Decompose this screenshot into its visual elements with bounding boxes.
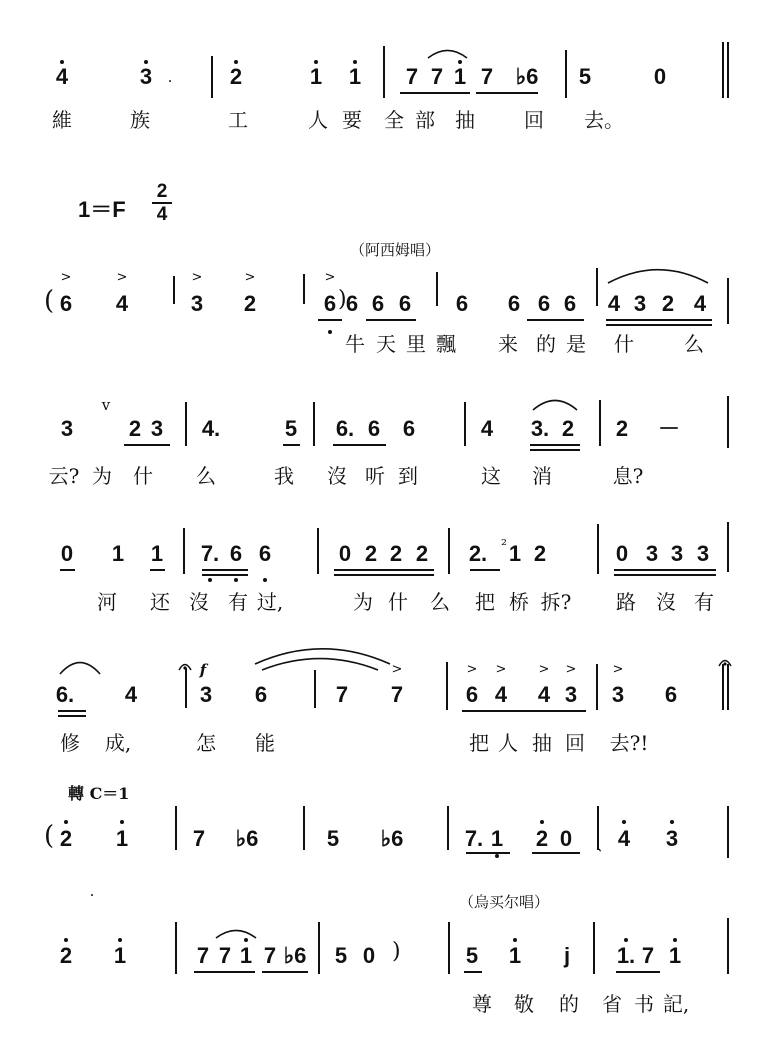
underline-beam	[262, 971, 308, 973]
jianpu-note: 2	[415, 541, 429, 566]
jianpu-note: 1	[490, 826, 504, 851]
underline-beam	[334, 574, 434, 576]
jianpu-note: 6	[537, 291, 551, 316]
lyric-syllable: 部	[415, 108, 435, 132]
bar-line	[185, 402, 187, 446]
lyric-syllable: 为	[353, 590, 373, 614]
jianpu-note: j	[563, 943, 571, 968]
accent-mark: >	[191, 270, 203, 285]
octave-dot	[208, 578, 212, 582]
key-signature: 1＝F	[78, 197, 126, 222]
jianpu-note: 6	[229, 541, 243, 566]
octave-dot	[314, 60, 318, 64]
bar-line	[722, 42, 724, 98]
jianpu-note: 3	[564, 682, 578, 707]
jianpu-note: 4	[115, 291, 129, 316]
lyric-syllable: 是	[566, 332, 586, 356]
jianpu-note: 1	[309, 64, 323, 89]
lyric-syllable: 工	[228, 108, 248, 132]
open-parenthesis: (	[44, 286, 55, 316]
jianpu-note: 0	[653, 64, 667, 89]
jianpu-note: －	[657, 416, 681, 441]
octave-dot	[234, 60, 238, 64]
jianpu-note: 2	[389, 541, 403, 566]
jianpu-note: 6	[59, 291, 73, 316]
dot-mark: 、	[596, 836, 612, 854]
lyric-syllable: 沒	[656, 590, 676, 614]
lyric-syllable: 我	[274, 464, 294, 488]
underline-beam	[527, 319, 584, 321]
breath-mark: v	[101, 396, 111, 414]
jianpu-note: 6	[258, 541, 272, 566]
underline-beam	[470, 569, 500, 571]
dynamic-forte: f	[199, 661, 207, 679]
accent-mark: >	[612, 662, 624, 677]
jianpu-note: 4	[607, 291, 621, 316]
lyric-syllable: 修	[60, 731, 80, 755]
jianpu-note: 1.	[616, 943, 636, 968]
jianpu-note: 6.	[335, 416, 355, 441]
underline-beam	[614, 574, 716, 576]
jianpu-note: 5	[284, 416, 298, 441]
lyric-syllable: 回	[565, 731, 585, 755]
bar-line	[722, 664, 724, 710]
octave-dot	[263, 578, 267, 582]
lyric-syllable: 能	[255, 731, 275, 755]
underline-beam	[202, 574, 248, 576]
bar-line	[313, 402, 315, 446]
accent-mark: >	[324, 270, 336, 285]
underline-beam	[60, 569, 75, 571]
lyric-syllable: 的	[536, 332, 556, 356]
accent-mark: >	[244, 270, 256, 285]
jianpu-note: 7	[641, 943, 655, 968]
underline-beam	[283, 444, 300, 446]
bar-line	[303, 274, 305, 304]
jianpu-note: 0	[559, 826, 573, 851]
slur	[533, 400, 577, 412]
jianpu-note: 6	[664, 682, 678, 707]
jianpu-note: 4	[693, 291, 707, 316]
underline-beam	[532, 852, 580, 854]
lyric-syllable: 成,	[104, 731, 132, 755]
lyric-syllable: 敬	[514, 992, 534, 1016]
close-parenthesis: )	[392, 939, 401, 964]
jianpu-note: ♭6	[235, 826, 259, 851]
lyric-syllable: 什	[133, 464, 153, 488]
octave-dot	[118, 938, 122, 942]
jianpu-note: 1	[111, 541, 125, 566]
jianpu-note: 6	[455, 291, 469, 316]
accent-mark: >	[391, 662, 403, 677]
jianpu-note: 2	[59, 826, 73, 851]
jianpu-note: 6.	[55, 682, 75, 707]
jianpu-note: 2	[128, 416, 142, 441]
jianpu-note: 2	[229, 64, 243, 89]
underline-beam	[616, 971, 660, 973]
jianpu-note: 2	[535, 826, 549, 851]
octave-dot	[328, 330, 332, 334]
accent-mark: >	[116, 270, 128, 285]
jianpu-note: 4	[480, 416, 494, 441]
bar-line	[175, 806, 177, 850]
slur	[216, 930, 256, 940]
bar-line	[175, 922, 177, 974]
slur	[60, 662, 100, 676]
slur	[608, 269, 708, 285]
underline-beam	[194, 971, 255, 973]
lyric-syllable: 么	[684, 332, 704, 356]
lyric-syllable: 全	[384, 108, 404, 132]
jianpu-note: 1	[348, 64, 362, 89]
bar-line	[593, 922, 595, 974]
jianpu-note: 7	[192, 826, 206, 851]
jianpu-note: 7	[390, 682, 404, 707]
octave-dot	[673, 938, 677, 942]
underline-beam	[334, 569, 434, 571]
lyric-syllable: 沒	[189, 590, 209, 614]
underline-beam	[464, 971, 482, 973]
bar-line	[565, 50, 567, 98]
lyric-syllable: 記,	[662, 992, 690, 1016]
bar-line	[727, 918, 729, 974]
accent-mark: >	[466, 662, 478, 677]
bar-line	[317, 528, 319, 574]
lyric-syllable: 书	[634, 992, 654, 1016]
jianpu-note: 6	[323, 291, 337, 316]
lyric-syllable: 人	[498, 731, 518, 755]
lyric-syllable: 还	[150, 590, 170, 614]
underline-beam	[530, 444, 580, 446]
jianpu-note: 1	[668, 943, 682, 968]
jianpu-note: 2	[364, 541, 378, 566]
jianpu-note: 4	[494, 682, 508, 707]
jianpu-note: ♭6	[380, 826, 404, 851]
accent-mark: >	[495, 662, 507, 677]
octave-dot	[624, 938, 628, 942]
jianpu-note: 6	[402, 416, 416, 441]
jianpu-note: 2	[561, 416, 575, 441]
singer-label: （烏买尔唱）	[458, 893, 550, 911]
lyric-syllable: 这	[481, 464, 501, 488]
lyric-syllable: 消	[532, 464, 552, 488]
jianpu-note: 5	[578, 64, 592, 89]
lyric-syllable: 听	[365, 464, 385, 488]
underline-beam	[124, 444, 170, 446]
bar-line	[448, 528, 450, 574]
jianpu-note: 5	[334, 943, 348, 968]
bar-line	[446, 662, 448, 710]
singer-label: （阿西姆唱）	[349, 241, 441, 259]
jianpu-note: 1	[453, 64, 467, 89]
bar-line	[318, 922, 320, 974]
octave-dot	[60, 60, 64, 64]
jianpu-note: 7.	[464, 826, 484, 851]
bar-line	[448, 922, 450, 974]
bar-line	[447, 806, 449, 850]
lyric-syllable: 云?	[48, 464, 80, 488]
jianpu-note: 1	[239, 943, 253, 968]
jianpu-note: 3	[665, 826, 679, 851]
octave-dot	[458, 60, 462, 64]
time-signature-top: 2	[156, 181, 168, 202]
bar-line	[727, 42, 729, 98]
lyric-syllable: 里	[406, 332, 426, 356]
jianpu-note: ♭6	[515, 64, 539, 89]
underline-beam	[466, 852, 510, 854]
jianpu-note: 6	[345, 291, 359, 316]
lyric-syllable: 省	[602, 992, 622, 1016]
lyric-syllable: 的	[559, 992, 579, 1016]
underline-beam	[530, 449, 580, 451]
bar-line	[436, 272, 438, 306]
bar-line	[599, 400, 601, 446]
bar-line	[596, 268, 598, 306]
underline-beam	[476, 92, 538, 94]
lyric-syllable: 路	[616, 590, 636, 614]
lyric-syllable: 什	[614, 332, 634, 356]
close-parenthesis: )	[338, 287, 347, 312]
lyric-syllable: 抽	[455, 108, 475, 132]
octave-dot	[495, 854, 499, 858]
bar-line	[314, 670, 316, 708]
jianpu-note: 5	[465, 943, 479, 968]
slur	[428, 50, 467, 60]
underline-beam	[58, 715, 86, 717]
octave-dot	[670, 820, 674, 824]
dash-mark: .	[167, 68, 173, 86]
jianpu-note: 2.	[468, 541, 488, 566]
jianpu-note: 7	[480, 64, 494, 89]
jianpu-note: 7.	[200, 541, 220, 566]
underline-beam	[333, 444, 386, 446]
jianpu-note: 4	[617, 826, 631, 851]
jianpu-note: 7	[263, 943, 277, 968]
lyric-syllable: 去。	[584, 108, 624, 132]
jianpu-note: 1	[113, 943, 127, 968]
jianpu-note: 7	[405, 64, 419, 89]
lyric-syllable: 来	[498, 332, 518, 356]
fermata-mark	[718, 657, 732, 667]
underline-beam	[202, 569, 248, 571]
octave-dot	[64, 938, 68, 942]
bar-line	[183, 528, 185, 574]
lyric-syllable: 尊	[472, 992, 492, 1016]
bar-line	[185, 668, 187, 708]
jianpu-note: 2	[243, 291, 257, 316]
jianpu-note: 7	[196, 943, 210, 968]
jianpu-note: 0	[362, 943, 376, 968]
jianpu-note: 3	[199, 682, 213, 707]
lyric-syllable: 息?	[612, 464, 644, 488]
underline-beam	[366, 319, 416, 321]
lyric-syllable: 把	[475, 590, 495, 614]
bar-line	[727, 278, 729, 324]
underline-beam	[462, 710, 586, 712]
slur	[262, 658, 378, 672]
bar-line	[727, 806, 729, 858]
underline-beam	[614, 569, 716, 571]
accent-mark: >	[538, 662, 550, 677]
lyric-syllable: 拆?	[540, 590, 572, 614]
stray-dot: ·	[89, 886, 95, 904]
accent-mark: >	[60, 270, 72, 285]
lyric-syllable: 抽	[532, 731, 552, 755]
bar-line	[727, 522, 729, 572]
octave-dot	[144, 60, 148, 64]
octave-dot	[513, 938, 517, 942]
jianpu-note: 4	[55, 64, 69, 89]
octave-dot	[540, 820, 544, 824]
jianpu-note: 7	[335, 682, 349, 707]
bar-line	[173, 276, 175, 304]
octave-dot	[120, 820, 124, 824]
open-parenthesis: (	[44, 821, 55, 851]
lyric-syllable: 天	[376, 332, 396, 356]
bar-line	[597, 524, 599, 574]
lyric-syllable: 什	[388, 590, 408, 614]
jianpu-note: 3	[670, 541, 684, 566]
jianpu-note: 6	[507, 291, 521, 316]
bar-line	[596, 664, 598, 710]
jianpu-note: 6	[254, 682, 268, 707]
jianpu-note: 2	[59, 943, 73, 968]
jianpu-note: 6	[398, 291, 412, 316]
jianpu-note: 1	[150, 541, 164, 566]
jianpu-note: 6	[371, 291, 385, 316]
jianpu-note: 3.	[530, 416, 550, 441]
jianpu-note: 3	[633, 291, 647, 316]
jianpu-note: ♭6	[283, 943, 307, 968]
lyric-syllable: 河	[97, 590, 117, 614]
jianpu-note: 3	[611, 682, 625, 707]
jianpu-note: 3	[150, 416, 164, 441]
lyric-syllable: 人	[308, 108, 328, 132]
accent-mark: >	[565, 662, 577, 677]
jianpu-note: 6	[465, 682, 479, 707]
underline-beam	[150, 569, 165, 571]
bar-line	[727, 396, 729, 448]
lyric-syllable: 族	[130, 108, 150, 132]
modulation-label: 轉 C＝1	[68, 784, 130, 803]
jianpu-note: 4	[124, 682, 138, 707]
jianpu-note: 6	[367, 416, 381, 441]
jianpu-note: 2	[533, 541, 547, 566]
octave-dot	[622, 820, 626, 824]
jianpu-note: 3	[190, 291, 204, 316]
jianpu-note: 0	[615, 541, 629, 566]
lyric-syllable: 要	[342, 108, 362, 132]
lyric-syllable: 桥	[509, 590, 529, 614]
bar-line	[211, 56, 213, 98]
bar-line	[464, 402, 466, 446]
lyric-syllable: 到	[398, 464, 418, 488]
jianpu-note: 3	[696, 541, 710, 566]
jianpu-note: 4	[537, 682, 551, 707]
jianpu-note: 4.	[201, 416, 221, 441]
lyric-syllable: 为	[92, 464, 112, 488]
lyric-syllable: 維	[52, 108, 72, 132]
lyric-syllable: 过,	[256, 590, 284, 614]
underline-beam	[400, 92, 470, 94]
underline-beam	[58, 710, 86, 712]
jianpu-note: 7	[218, 943, 232, 968]
lyric-syllable: 去?!	[609, 731, 649, 755]
jianpu-note: 3	[60, 416, 74, 441]
lyric-syllable: 么	[430, 590, 450, 614]
jianpu-note: 1	[115, 826, 129, 851]
grace-note: ²	[500, 536, 508, 554]
jianpu-note: 0	[338, 541, 352, 566]
jianpu-note: 5	[326, 826, 340, 851]
lyric-syllable: 沒	[327, 464, 347, 488]
jianpu-note: 6	[563, 291, 577, 316]
octave-dot	[353, 60, 357, 64]
underline-beam	[318, 319, 342, 321]
jianpu-note: 1	[508, 943, 522, 968]
jianpu-note: 3	[645, 541, 659, 566]
bar-line	[727, 664, 729, 710]
lyric-syllable: 把	[469, 731, 489, 755]
lyric-syllable: 牛	[345, 332, 365, 356]
lyric-syllable: 回	[524, 108, 544, 132]
lyric-syllable: 怎	[196, 731, 216, 755]
jianpu-note: 7	[430, 64, 444, 89]
jianpu-note: 2	[615, 416, 629, 441]
underline-beam	[606, 324, 712, 326]
bar-line	[303, 806, 305, 850]
jianpu-note: 0	[60, 541, 74, 566]
jianpu-note: 3	[139, 64, 153, 89]
underline-beam	[606, 319, 712, 321]
lyric-syllable: 有	[694, 590, 714, 614]
lyric-syllable: 飄	[436, 332, 456, 356]
octave-dot	[64, 820, 68, 824]
octave-dot	[234, 578, 238, 582]
bar-line	[383, 46, 385, 98]
lyric-syllable: 有	[228, 590, 248, 614]
jianpu-note: 1	[508, 541, 522, 566]
jianpu-note: 2	[661, 291, 675, 316]
time-signature-bottom: 4	[156, 204, 168, 225]
lyric-syllable: 么	[196, 464, 216, 488]
